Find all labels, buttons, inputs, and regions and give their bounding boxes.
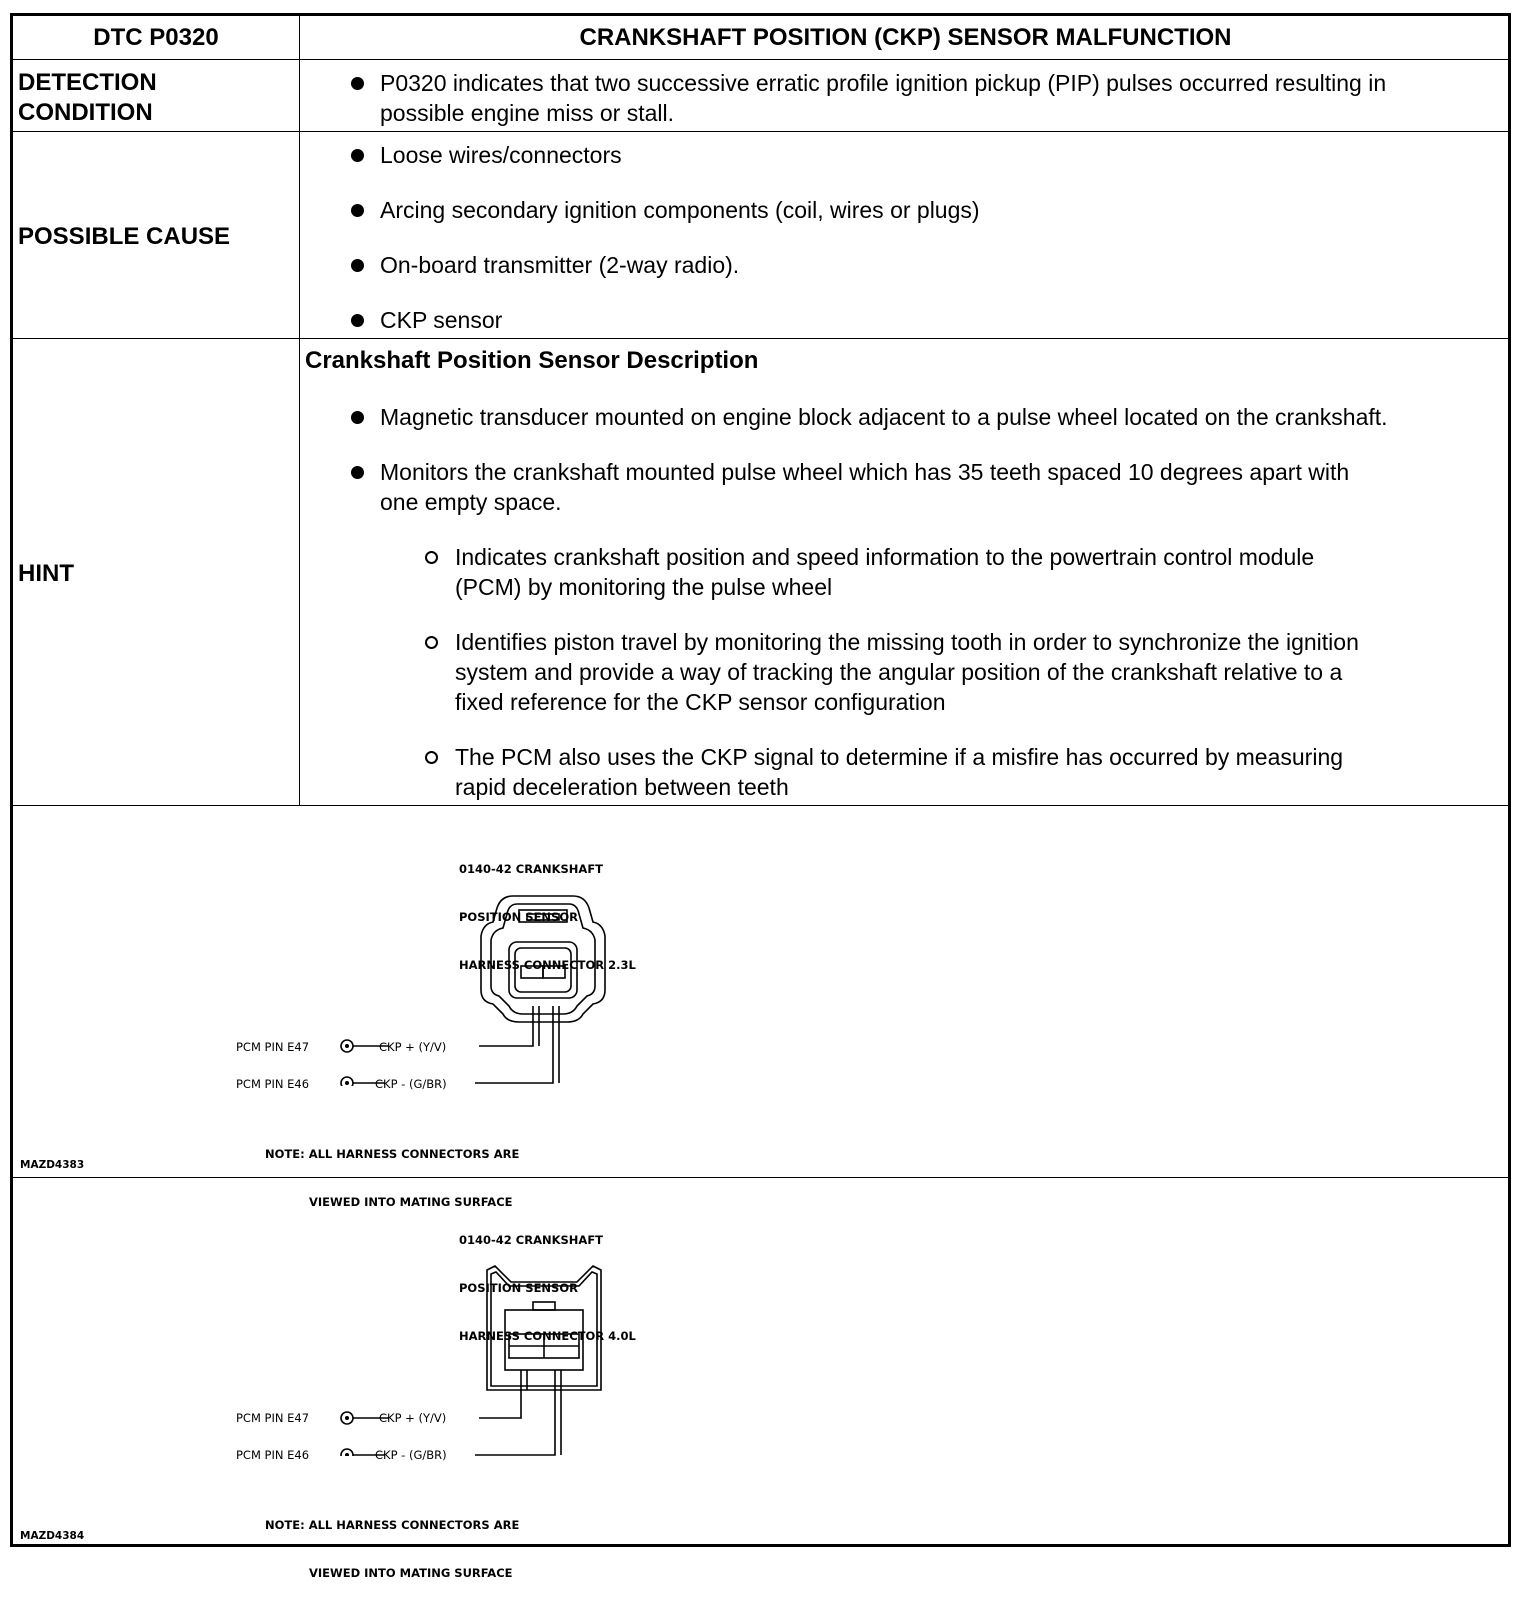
pin-label: PCM PIN E46 [236,1448,310,1462]
bullet-dot [351,411,364,424]
sub-bullet-ring [425,636,438,649]
row-divider [13,59,1508,60]
figure-id: MAZD4383 [20,1159,85,1171]
pin-signal: CKP - (G/BR) [375,1077,447,1091]
pin-signal: CKP + (Y/V) [379,1411,447,1425]
possible-cause-label: POSSIBLE CAUSE [18,223,231,250]
pin-label: PCM PIN E47 [236,1411,310,1425]
terminal-pin [543,966,565,978]
bullet-dot [351,259,364,272]
bullet-dot [351,204,364,217]
hint-bullet: Monitors the crankshaft mounted pulse wheel which has 35 teeth spaced 10 degrees apart with one empty space. [380,459,1350,515]
wire-ckp-plus [479,1006,533,1046]
row-divider [13,131,1508,132]
sub-bullet-ring [425,551,438,564]
pin-signal: CKP - (G/BR) [375,1448,447,1462]
connector-outer-shell [487,1266,601,1390]
connector-key [533,1302,555,1310]
connector-4-0l-diagram [213,1256,633,1456]
pin-signal: CKP + (Y/V) [379,1040,447,1054]
detection-text: P0320 indicates that two successive erratic profile ignition pickup (PIP) pulses occurred resulting in possible engine miss or stall. [380,70,1387,126]
hint-sub-bullet: Identifies piston travel by monitoring the missing tooth in order to synchronize the ignition system and provide a way of tracking the angular position of the crankshaft relative to a fixed reference for the CKP sensor configuration [455,629,1359,715]
connector-outer-shell [481,896,605,1022]
figure-id: MAZD4384 [20,1530,85,1542]
cause-item: CKP sensor [380,307,503,333]
cause-item: Arcing secondary ignition components (coil, wires or plugs) [380,197,980,223]
diagram-note: NOTE: ALL HARNESS CONNECTORS ARE VIEWED INTO MATING SURFACE [265,1147,520,1209]
cause-item: Loose wires/connectors [380,142,622,168]
hint-label: HINT [18,560,74,587]
hint-sub-bullet: The PCM also uses the CKP signal to determine if a misfire has occurred by measuring rapid deceleration between teeth [455,744,1344,800]
hint-heading: Crankshaft Position Sensor Description [305,347,759,374]
connector-inner-shell [491,1272,597,1386]
dtc-sheet [10,13,1511,1580]
row-divider [13,805,1508,806]
row-divider [13,338,1508,339]
pin-label: PCM PIN E47 [236,1040,310,1054]
bullet-dot [351,149,364,162]
connector-2-3l-diagram [213,886,633,1086]
dtc-code-header: DTC P0320 [93,24,219,51]
wire-ckp-minus [475,1006,553,1083]
wire-ckp-plus [479,1370,521,1418]
hint-sub-bullet: Indicates crankshaft position and speed information to the powertrain control module (PCM) by monitoring the pulse wheel [455,544,1315,600]
hint-bullet: Magnetic transducer mounted on engine block adjacent to a pulse wheel located on the crankshaft. [380,404,1388,430]
diagram2-title: 0140-42 CRANKSHAFT POSITION SENSOR HARNESS CONNECTOR 4.0L [459,1233,636,1343]
diagram-note: NOTE: ALL HARNESS CONNECTORS ARE VIEWED INTO MATING SURFACE [265,1518,520,1580]
detection-label: DETECTION CONDITION [18,69,157,126]
cause-item: On-board transmitter (2-way radio). [380,252,740,278]
pin-label: PCM PIN E46 [236,1077,310,1091]
bullet-dot [351,77,364,90]
column-divider [299,16,300,806]
diagram1-title: 0140-42 CRANKSHAFT POSITION SENSOR HARNESS CONNECTOR 2.3L [459,862,636,972]
terminal-pin [521,966,543,978]
bullet-dot [351,466,364,479]
row-divider [13,1177,1508,1178]
page-title: CRANKSHAFT POSITION (CKP) SENSOR MALFUNCTION [579,24,1232,51]
sub-bullet-ring [425,751,438,764]
bullet-dot [351,314,364,327]
